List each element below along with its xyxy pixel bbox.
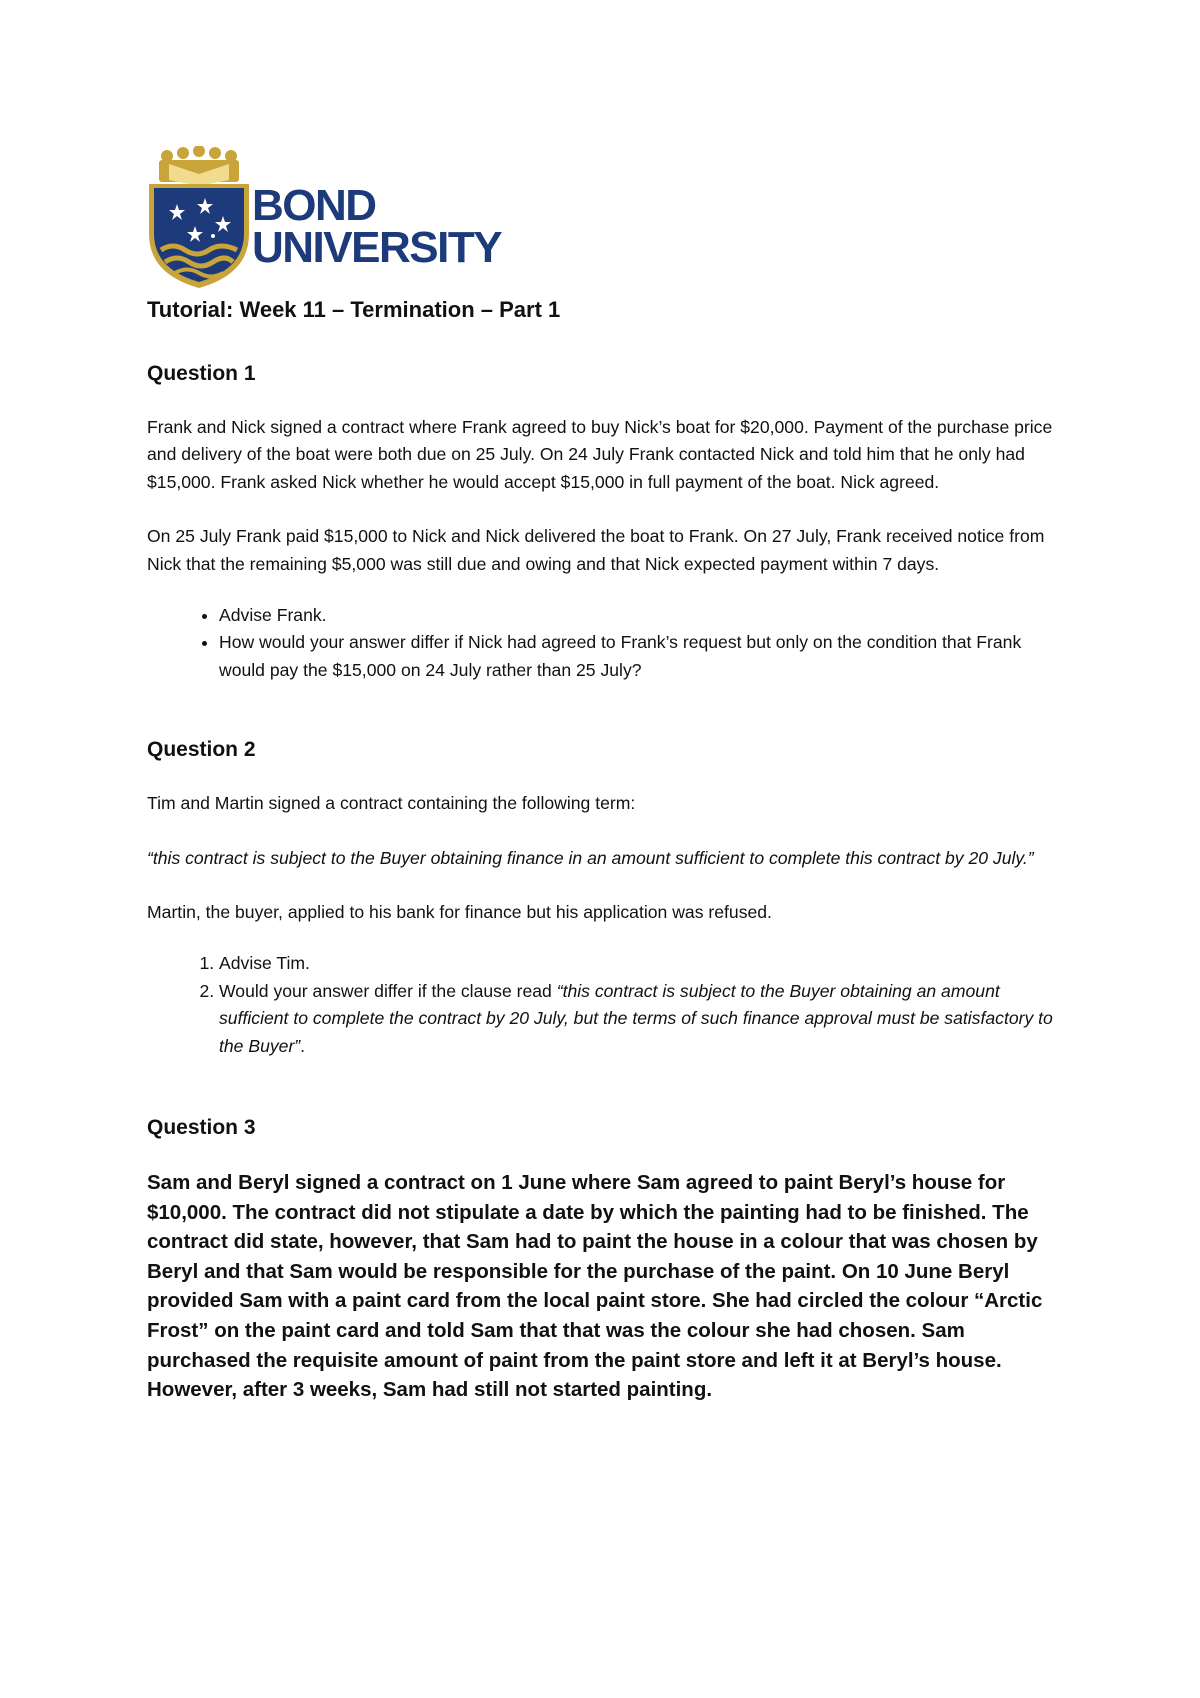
- question-1-bullet-list: [147, 602, 1067, 684]
- question-3-heading: Question 3: [147, 1116, 256, 1140]
- logo-text-bond: BOND: [252, 181, 376, 230]
- bullet-item: • How would your answer differ if Nick had agreed to Frank’s request but only on the condition that Frank would pay the $15,000 on 24 July rather than 25 July?: [219, 629, 1067, 684]
- question-2-paragraph-1: Tim and Martin signed a contract containing the following term:: [147, 793, 636, 814]
- bond-university-logo: [147, 146, 519, 290]
- bullet-item: • Advise Frank.: [219, 602, 1067, 629]
- numbered-item: 1. Advise Tim.: [219, 950, 1067, 977]
- question-2-heading: Question 2: [147, 738, 256, 762]
- logo-text-university: UNIVERSITY: [252, 223, 502, 272]
- numbered-item-quoted-clause: “this contract is subject to the Buyer obtaining an amount sufficient to complete the contract by 20 July, but the terms of such finance approval must be satisfactory to the Buyer”: [219, 980, 1053, 1056]
- page-title: Tutorial: Week 11 – Termination – Part 1: [147, 297, 561, 322]
- question-3-paragraph: Sam and Beryl signed a contract on 1 June where Sam agreed to paint Beryl’s house for $10,000. The contract did not stipulate a date by which the painting had to be finished. The contract did state, however, that Sam had to paint the house in a colour that was chosen by Beryl and that Sam would be responsible for the purchase of the paint. On 10 June Beryl provided Sam with a paint card from the local paint store. She had circled the colour “Arctic Frost” on the paint card and told Sam that that was the colour she had chosen. Sam purchased the requisite amount of paint from the paint store and left it at Beryl’s house. However, after 3 weeks, Sam had still not started painting.: [147, 1171, 1043, 1402]
- question-1-paragraph-1: Frank and Nick signed a contract where Frank agreed to buy Nick’s boat for $20,000. Payment of the purchase price and delivery of the boat were both due on 25 July. On 24 July Frank contacted Nick and told him that he only had $15,000. Frank asked Nick whether he would accept $15,000 in full payment of the boat. Nick agreed.: [147, 417, 1053, 492]
- question-2-quoted-clause: “this contract is subject to the Buyer obtaining finance in an amount sufficient to complete this contract by 20 July.”: [147, 847, 1034, 868]
- question-1-paragraph-2: On 25 July Frank paid $15,000 to Nick and Nick delivered the boat to Frank. On 27 July, Frank received notice from Nick that the remaining $5,000 was still due and owing and that Nick expected payment within 7 days.: [147, 526, 1045, 574]
- numbered-item: [219, 978, 1067, 1060]
- question-1-heading: Question 1: [147, 362, 256, 385]
- question-2-numbered-list: [147, 950, 1067, 1060]
- crest-icon: [147, 146, 251, 290]
- document-body: [147, 296, 1067, 1405]
- numbered-item-text: Would your answer differ if the clause read: [219, 980, 557, 1001]
- question-2-paragraph-2: Martin, the buyer, applied to his bank for finance but his application was refused.: [147, 902, 772, 923]
- numbered-item-end: .: [300, 1035, 306, 1056]
